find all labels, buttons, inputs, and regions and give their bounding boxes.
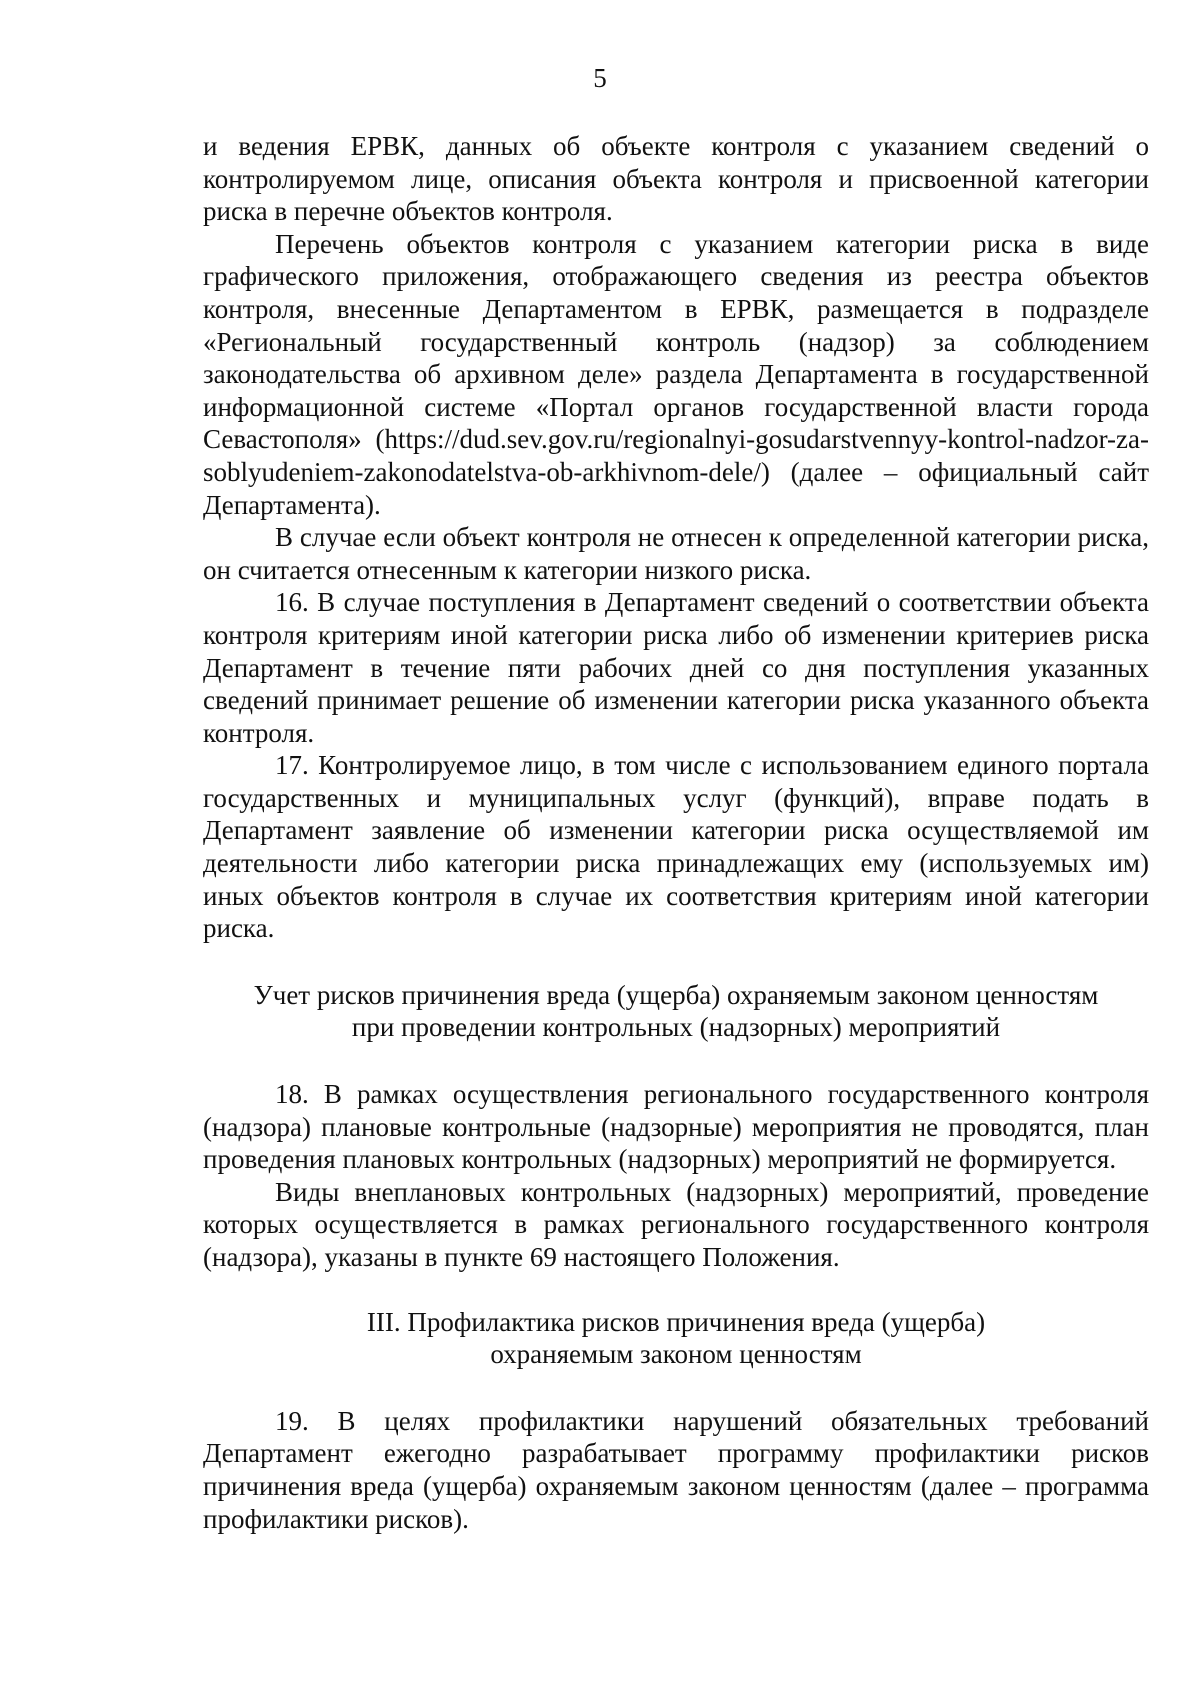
spacer <box>203 1371 1149 1405</box>
paragraph-item-18: 18. В рамках осуществления регионального государственного контроля (надзора) плановые контрольные (надзорные) мероприятия не проводятся, план проведения плановых контрольных (надзорных) мероприятий не формируется. <box>203 1079 1149 1175</box>
document-body <box>203 130 1149 1535</box>
spacer <box>203 1274 1149 1306</box>
paragraph-item-19: 19. В целях профилактики нарушений обязательных требований Департамент ежегодно разрабатывает программу профилактики рисков причинения вреда (ущерба) охраняемым законом ценностям (далее – программа профилактики рисков). <box>203 1405 1149 1534</box>
official-site-link[interactable]: https://dud.sev.gov.ru/regionalnyi-gosudarstvennyy-kontrol-nadzor-za-soblyudeniem-zakonodatelstva-ob-arkhivnom-dele/ <box>203 424 1149 487</box>
paragraph-continuation: и ведения ЕРВК, данных об объекте контроля с указанием сведений о контролируемом лице, описания объекта контроля и присвоенной категории риска в перечне объектов контроля. <box>203 131 1149 227</box>
paragraph-objects-list-text: Перечень объектов контроля с указанием категории риска в виде графического приложения, отображающего сведения из реестра объектов контроля, внесенные Департаментом в ЕРВК, размещается в подразделе «Региональный государственный контроль (надзор) за соблюдением законодательства об архивном деле» раздела Департамента в государственной информационной системе «Портал органов государственной власти города Севастополя» ( <box>203 228 1149 455</box>
spacer <box>203 945 1149 979</box>
heading-line: при проведении контрольных (надзорных) мероприятий <box>351 1012 1001 1043</box>
page-number: 5 <box>593 63 607 93</box>
paragraph-item-16: 16. В случае поступления в Департамент сведений о соответствии объекта контроля критериям иной категории риска либо об изменении критериев риска Департамент в течение пяти рабочих дней со дня поступления указанных сведений принимает решение об изменении категории риска указанного объекта контроля. <box>203 587 1149 748</box>
paragraph-objects-list-tail: ) (далее – официальный сайт Департамента). <box>203 456 1149 520</box>
paragraph-item-17: 17. Контролируемое лицо, в том числе с использованием единого портала государственных и муниципальных услуг (функций), вправе подать в Департамент заявление об изменении категории риска осуществляемой им деятельности либо категории риска принадлежащих ему (используемых им) иных объектов контроля в случае их соответствия критериям иной категории риска. <box>203 750 1149 944</box>
section-heading-risk-accounting <box>203 979 1149 1044</box>
heading-line: III. Профилактика рисков причинения вреда (ущерба) <box>366 1306 986 1337</box>
section-heading-prevention <box>203 1306 1149 1371</box>
heading-line: охраняемым законом ценностям <box>490 1339 862 1370</box>
paragraph-unplanned-measures: Виды внеплановых контрольных (надзорных) мероприятий, проведение которых осуществляется в рамках регионального государственного контроля (надзора), указаны в пункте 69 настоящего Положения. <box>203 1176 1149 1272</box>
heading-line: Учет рисков причинения вреда (ущерба) охраняемым законом ценностям <box>253 979 1099 1010</box>
spacer <box>203 1044 1149 1078</box>
paragraph-objects-list <box>203 228 1149 521</box>
paragraph-low-risk: В случае если объект контроля не отнесен к определенной категории риска, он считается отнесенным к категории низкого риска. <box>203 522 1149 585</box>
